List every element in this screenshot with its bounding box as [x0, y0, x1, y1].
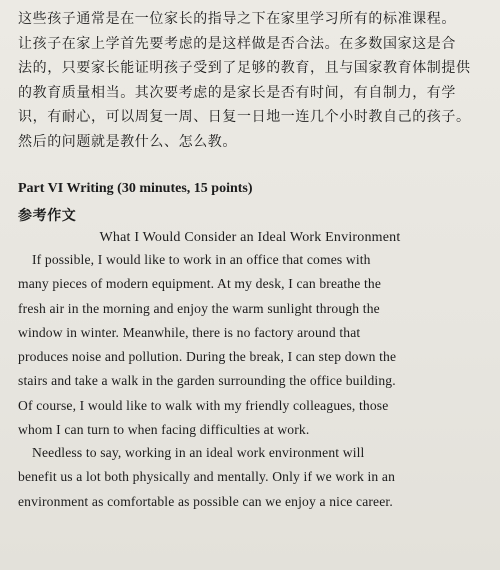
essay-line: benefit us a lot both physically and mentally. Only if we work in an: [18, 469, 396, 485]
essay-line: whom I can turn to when facing difficulties at work.: [18, 422, 310, 438]
chinese-line: 识，有耐心，可以周复一周、日复一日地一连几个小时教自己的孩子。: [18, 109, 471, 125]
essay-line: If possible, I would like to work in an office that comes with: [32, 252, 371, 267]
chinese-line: 法的，只要家长能证明孩子受到了足够的教育，且与国家教育体制提供: [18, 60, 471, 76]
essay-line: produces noise and pollution. During the break, I can step down the: [18, 349, 397, 365]
chinese-line: 让孩子在家上学首先要考虑的是这样做是否合法。在多数国家这是合: [18, 35, 456, 52]
chinese-line: 然后的问题就是教什么、怎么教。: [18, 133, 237, 150]
essay-paragraph-1: [18, 248, 486, 442]
section-heading: Part VI Writing (30 minutes, 15 points): [18, 181, 253, 196]
essay-line: stairs and take a walk in the garden surrounding the office building.: [18, 373, 396, 389]
essay-title: What I Would Consider an Ideal Work Environment: [99, 230, 401, 245]
essay-line: environment as comfortable as possible can we enjoy a nice career.: [18, 493, 393, 509]
essay-line: Needless to say, working in an ideal work environment will: [32, 445, 365, 460]
chinese-paragraph: [18, 7, 488, 154]
essay-line: many pieces of modern equipment. At my desk, I can breathe the: [18, 276, 382, 292]
essay-line: fresh air in the morning and enjoy the warm sunlight through the: [18, 300, 380, 316]
sample-essay-label: 参考作文: [18, 208, 77, 224]
chinese-line: 这些孩子通常是在一位家长的指导之下在家里学习所有的标准课程。: [18, 11, 456, 27]
essay-line: Of course, I would like to walk with my friendly colleagues, those: [18, 397, 389, 413]
essay-paragraph-2: [18, 441, 486, 514]
essay-line: window in winter. Meanwhile, there is no factory around that: [18, 324, 361, 340]
chinese-line: 的教育质量相当。其次要考虑的是家长是否有时间，有自制力，有学: [18, 84, 456, 101]
